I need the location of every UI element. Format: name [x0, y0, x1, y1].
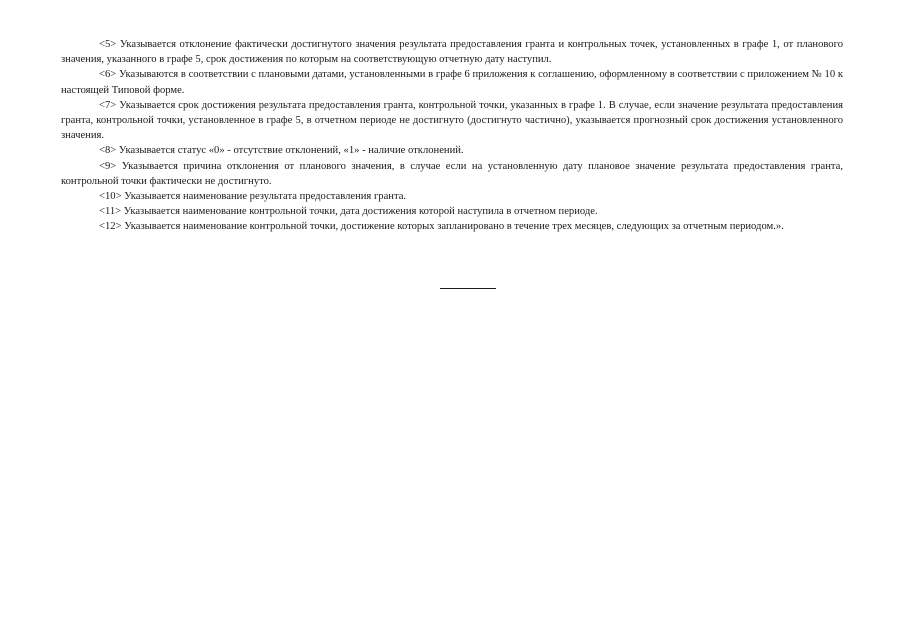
footnote-11: <11> Указывается наименование контрольной точки, дата достижения которой наступила в отчетном периоде. [99, 206, 598, 218]
footnote-5: <5> Указывается отклонение фактически достигнутого значения результата предоставления гранта и контрольных точек, установленных в графе 1, от планового значения, указанного в графе 5, срок достижения по которым на соответствующую отчетную дату наступил. [61, 39, 843, 66]
footnote-12: <12> Указывается наименование контрольной точки, достижение которых запланировано в течение трех месяцев, следующих за отчетным периодом.». [99, 221, 784, 233]
footnote-8: <8> Указывается статус «0» - отсутствие отклонений, «1» - наличие отклонений. [99, 145, 464, 157]
end-separator-line [440, 288, 496, 289]
footnotes-section [61, 37, 843, 235]
footnote-6: <6> Указываются в соответствии с плановыми датами, установленными в графе 6 приложения к соглашению, оформленному в соответствии с приложением № 10 к настоящей Типовой форме. [61, 69, 843, 96]
footnote-7: <7> Указывается срок достижения результата предоставления гранта, контрольной точки, указанных в графе 1. В случае, если значение результата предоставления гранта, контрольной точки, установленное в графе 5, в отчетном периоде не достигнуто (достигнуто частично), указывается прогнозный срок достижения установленного значения. [61, 99, 843, 142]
footnote-10: <10> Указывается наименование результата предоставления гранта. [99, 191, 407, 203]
footnote-9: <9> Указывается причина отклонения от планового значения, в случае если на установленную дату плановое значение результата предоставления гранта, контрольной точки фактически не достигнуто. [61, 160, 843, 187]
